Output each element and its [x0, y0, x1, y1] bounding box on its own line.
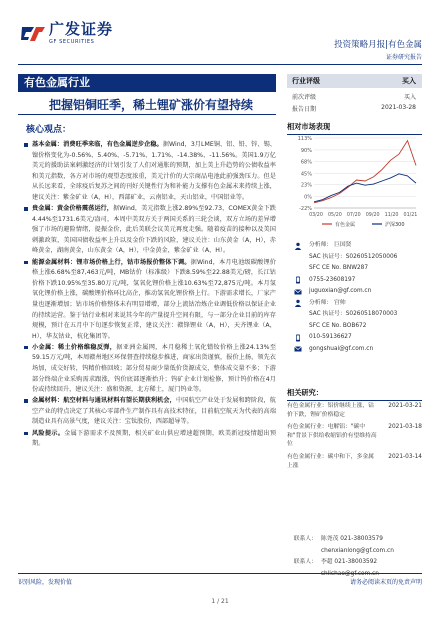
core-point-text: 据Wind，本月电池级碳酸锂价格上涨6.68%至87,463元/吨，MB钴价（标准级）下跌8.59%至22.88美元/磅，长江钴价格下跌10.95%至35.80万元/吨，氢氧化锂价格上涨10.63%至72,875元/吨。本月氢氧化锂价格上涨，碳酸锂价格环比高企，推动氢氧化锂价格上行。下游需求增长，厂家产量也逐渐增加；钴市场价格整体未有明显增增，部分上流钴冶炼企业调低价格以保证企业的持续运营。鉴于钴行业相对来说其今年的产量提升空间有限，与一部分企业目前的库存规模，预计在五月中下旬逐步恢复正常，建议关注：赣锋锂业（A，H），天齐锂业（A，H），华友钴业，杭化集团等。: [32, 258, 276, 340]
related-research-heading: 相关研究：: [287, 388, 422, 401]
analyst-detail: SAC 执证号：S0260518070003: [309, 311, 398, 317]
analyst-detail: SAC 执证号：S0260512050006: [309, 253, 398, 260]
title-divider: [18, 114, 276, 115]
chart-heading: 相对市场表现: [287, 122, 422, 135]
report-type: 投资策略月报|有色金属: [334, 40, 422, 50]
y-tick-label: 23%: [300, 182, 312, 189]
analyst-row: [287, 263, 422, 275]
contact-row: [287, 557, 422, 569]
report-title: 把握铝铜旺季，稀土锂矿涨价有望持续: [48, 98, 253, 112]
report-date-value: 2021-03-28: [381, 104, 416, 111]
bullet-icon: [24, 346, 28, 350]
analyst-row: [287, 309, 422, 321]
analyst-detail: 010-59136627: [309, 334, 352, 340]
y-tick-label: 113%: [297, 136, 312, 142]
y-tick-label: 90%: [300, 147, 312, 154]
bullet-icon: [24, 261, 28, 265]
mail-icon: [287, 288, 309, 296]
industry-label: 有色金属行业: [18, 74, 276, 92]
previous-rating-row: [292, 92, 422, 101]
report-subtype: 证券研究报告: [385, 54, 422, 61]
analyst-row: [287, 332, 422, 344]
related-research-date: 2021-03-18: [388, 424, 422, 431]
related-research-item[interactable]: [287, 453, 422, 470]
footer-divider: [18, 573, 422, 574]
bullet-icon: [24, 143, 28, 147]
bullet-icon: [24, 399, 28, 403]
contact-text: 李超 021-38003592: [321, 559, 378, 565]
mail-icon: [287, 345, 309, 353]
y-tick-label: 0%: [304, 194, 312, 201]
x-tick-label: 01/21: [403, 213, 418, 218]
core-point-text: 金属下游需求不及预期，相关矿业山供应增速超预期，欧美新冠疫情超出预期。: [32, 429, 277, 448]
core-points-heading: 核心观点：: [26, 125, 72, 135]
page-number: 1 / 21: [211, 598, 229, 605]
analyst-email[interactable]: gongshuai@gf.com.cn: [309, 345, 374, 352]
gf-logo-icon: [20, 23, 46, 45]
contact-label: 联系人：: [293, 536, 317, 542]
core-point: [24, 204, 276, 257]
core-points-list: [24, 140, 276, 450]
contact-label: 联系人：: [293, 559, 317, 565]
gf-logo: [20, 22, 113, 45]
core-point: [24, 396, 276, 428]
x-tick-label: 05/20: [327, 213, 342, 218]
core-point: [24, 343, 276, 396]
related-research-title[interactable]: 有色金属行业：电解铝："碳中和"背景下供给收缩铝价有望维持高位: [287, 424, 377, 448]
x-tick-label: 03/20: [309, 213, 323, 218]
bullet-icon: [24, 207, 28, 211]
related-research-item[interactable]: [287, 402, 422, 419]
related-research-date: 2021-03-21: [388, 403, 422, 409]
analyst-list: [287, 240, 422, 355]
x-tick-label: 09/20: [365, 213, 380, 218]
contact-email[interactable]: chenxianlong@gf.com.cn: [321, 547, 394, 554]
company-name-en: GF SECURITIES: [49, 39, 95, 45]
analyst-row: [287, 275, 422, 287]
analyst-row: [287, 321, 422, 333]
contact-text: 陈尧茂 021-38003579: [321, 536, 383, 542]
person-icon: [287, 242, 309, 250]
y-tick-label: 45%: [300, 171, 312, 178]
header-divider: [18, 64, 422, 65]
rating-label: 行业评级: [292, 77, 320, 85]
relative-performance-chart: [290, 134, 420, 232]
x-tick-label: 11/20: [384, 213, 399, 218]
analyst-detail: 分析师： 宫帅: [309, 299, 346, 306]
core-point: [24, 140, 276, 204]
analyst-detail: SFC CE No. BNW287: [309, 265, 369, 271]
core-point: [24, 258, 276, 343]
analyst-row: [287, 286, 422, 298]
report-date-label: 报告日期: [292, 106, 317, 113]
person-icon: [287, 299, 309, 307]
core-point-heading: 能源金属材料：锂市场价格上行，钴市场报价整体下调。: [32, 258, 191, 266]
analyst-row: [287, 344, 422, 356]
analyst-detail: SFC CE No. BOB672: [309, 322, 367, 329]
legend-label: 有色金属: [335, 222, 356, 228]
series-line-2: [314, 174, 416, 202]
contact-row: [287, 546, 422, 558]
contact-row: [287, 534, 422, 546]
core-point-text: 据Wind，3月LME铜、铝、铅、锌、锡、镍价格变化为-0.56%、5.40%、-5.71%、1.71%、-14.38%、-11.56%。美国1.9万亿美元的援助法案刺激经济的计划引发了人们对通胀的预期，加上美上升趋势的公债收益率和美元指数，各方对市场的观望态度浓重，美元汁价的大宗商品电池此前强劲压力。但是从长远来看，全球疫后复苏之间的刊好关键性行为和补能力支撑有色金属未来持续上涨，建议关注：紫金矿业（A，H），西部矿业，云南铝业，天山铝业，中国铝业等。: [32, 141, 276, 201]
rating-header: [287, 74, 422, 88]
bullet-icon: [24, 432, 28, 436]
core-point-text: 据Wind，美元指数上涨2.89%至92.73，COMEX黄金下跌4.44%至1731.6美元/盎司，本周中美双方关于两国关系的三轮会谈，双方立场的差异增强了市场的避险情绪，提振金价，此后美联会议美元再度走强。随着疫苗的接种以及美国刺激政策，美国国债收益率上升以及金价下跌的风险，建议关注：山东黄金（A，H），赤峰黄金，湖南黄金，山东黄金（A，H），中金黄金，紫金矿业（A，H）。: [32, 205, 276, 255]
previous-rating-value: 买入: [403, 94, 416, 101]
analyst-row: [287, 252, 422, 264]
company-name: 广发证券: [49, 20, 114, 38]
core-point-heading: 基本金属：消费旺季来临，有色金属逆步企稳。: [32, 141, 163, 148]
core-point-heading: 贵金属：黄金价格震荡运行，: [32, 205, 114, 213]
core-point-text: 据亚洲金属网，本月稳稀土氧化镨钕价格上涨24.13%至59.15万元/吨，本周赣州地区环保督查持续稳步推进，商家出货谨慎，报价上扬，领先衣场加，成交好转，钨精价格回坡；部分贸易商少量低价货源成交，整体成交量不多；下游部分终端企业采购需求跟涨，钨价底部逐渐抬升；钨矿企业计划检修，预计钨价格在4月份或持续回升，建议关注：盛和资源，北方稀土，厦门钨业等。: [32, 343, 277, 394]
analyst-row: [287, 298, 422, 310]
disclaimer-notice[interactable]: 请务必阅读末页的免责声明: [349, 579, 422, 586]
previous-rating-label: 前次评级: [292, 94, 317, 101]
rating-value: 买入: [402, 77, 416, 85]
analyst-row: [287, 240, 422, 252]
phone-icon: [287, 276, 309, 284]
related-research-list: [287, 402, 422, 474]
core-point-heading: 金属材料：航空材料与通讯材料有望长期获利机会，: [32, 397, 176, 405]
legend-label: 沪深300: [385, 222, 405, 228]
core-point-heading: 小金属：稀土价格维稳反弹，: [32, 343, 117, 351]
analyst-detail: 分析师： 巨国贤: [309, 242, 352, 248]
core-point-heading: 风险提示。: [32, 429, 65, 437]
report-date-row: [292, 104, 422, 113]
y-tick-label: -22%: [299, 206, 312, 212]
related-research-item[interactable]: [287, 423, 422, 449]
x-tick-label: 07/20: [346, 213, 361, 218]
analyst-email[interactable]: juguoxian@gf.com.cn: [309, 288, 372, 294]
core-point: [24, 429, 276, 450]
footer-slogan: 识别风险，发现价值: [18, 579, 73, 586]
analyst-detail: 0755-23608197: [309, 276, 356, 283]
y-tick-label: 68%: [300, 159, 312, 166]
phone-icon: [287, 334, 309, 342]
report-header: [0, 0, 440, 68]
related-research-title[interactable]: 有色金属行业：碳中和下，多金属上涨: [287, 453, 374, 469]
related-research-title[interactable]: 有色金属行业：铝价继续上涨，钴价下跌，锂矿价格稳定: [287, 403, 374, 418]
core-point-text: 中国航空产业处于发展和跨阶段，航空产业的特点决定了其核心零部件生产制作具有高技术特征，目前航空航天为代表的高端制造业具有高景气度，建议关注：宝钛股份，西部超导等。: [32, 397, 276, 426]
related-research-date: 2021-03-14: [388, 453, 422, 460]
